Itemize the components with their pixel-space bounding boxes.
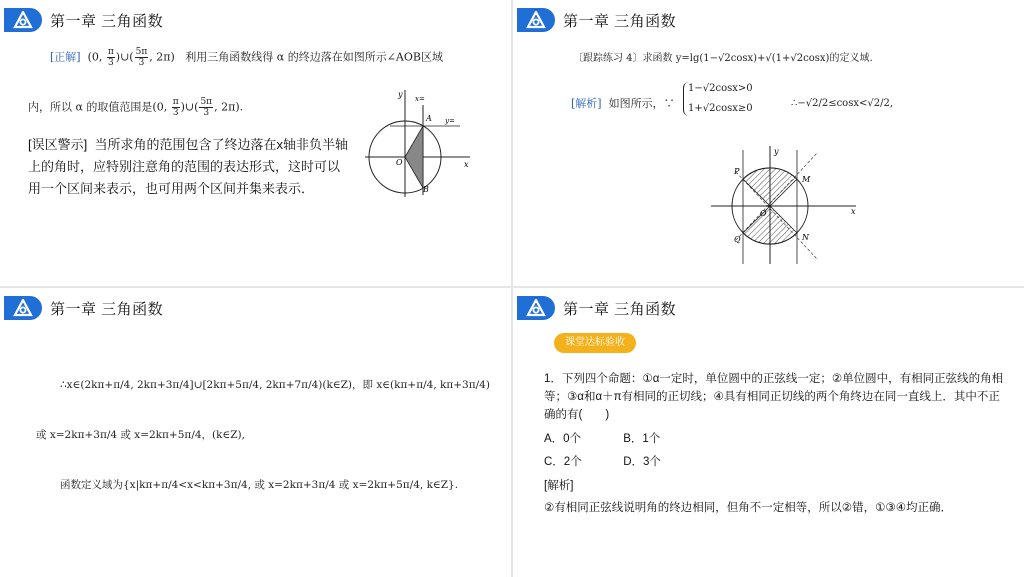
slide-3[interactable] bbox=[0, 288, 511, 577]
point-n-label: N bbox=[802, 233, 809, 242]
shaded-circle-figure bbox=[706, 142, 866, 267]
condition-result: ∴−√2/2≤cosx<√2/2, bbox=[791, 98, 894, 109]
point-p-label: P bbox=[734, 167, 740, 176]
solution-line-1: ∴x∈(2kπ+π/4, 2kπ+3π/4]∪[2kπ+5π/4, 2kπ+7π/4)(k∈Z)，即 x∈(kπ+π/4, kπ+3π/4) bbox=[60, 379, 490, 391]
slide-header bbox=[0, 8, 511, 32]
answer-label: [正解] bbox=[50, 50, 81, 64]
point-m-label: M bbox=[802, 175, 811, 184]
exercise-text: 〔跟踪练习 4〕求函数 y=lg(1−√2cosx)+√(1+√2cosx)的定义域. bbox=[573, 53, 873, 64]
compass-icon bbox=[13, 299, 33, 317]
compass-icon bbox=[526, 11, 546, 29]
compass-icon bbox=[13, 11, 33, 29]
point-b-label: B bbox=[423, 185, 429, 194]
analysis-label: [解析] bbox=[544, 480, 574, 492]
slide-2[interactable] bbox=[513, 0, 1024, 286]
option-c[interactable]: C．2个 bbox=[544, 456, 582, 468]
solution-line-3: 函数定义域为{x|kπ+π/4<x<kπ+3π/4, 或 x=2kπ+3π/4 或 x=2kπ+5π/4, k∈Z}. bbox=[60, 479, 459, 491]
analysis-text: ②有相同正弦线说明角的终边相同，但角不一定相等，所以②错，①③④均正确． bbox=[544, 502, 953, 514]
unit-circle-figure bbox=[360, 85, 475, 200]
axis-x-label: x bbox=[464, 160, 469, 169]
analysis-line bbox=[571, 97, 675, 111]
option-d[interactable]: D．3个 bbox=[623, 456, 661, 468]
condition-brace bbox=[683, 82, 753, 116]
point-a-label: A bbox=[426, 114, 432, 123]
chapter-title: 第一章 三角函数 bbox=[50, 301, 164, 318]
slide-1[interactable] bbox=[0, 0, 511, 286]
option-a[interactable]: A．0个 bbox=[544, 433, 582, 445]
warning-box bbox=[28, 134, 348, 200]
slide-header bbox=[513, 8, 1024, 32]
range-prefix: 内，所以 α 的取值范围是(0, bbox=[28, 100, 168, 114]
range-line: 内，所以 α 的取值范围是(0, $\frac{\pi}{3}$ )∪( $\frac{5\pi}{3}$ , 2π). bbox=[28, 97, 244, 118]
slide-4[interactable] bbox=[513, 288, 1024, 577]
answer-text: 利用三角函数线得 α 的终边落在如图所示∠AOB区域 bbox=[185, 50, 443, 64]
logo bbox=[517, 8, 555, 32]
compass-icon bbox=[526, 299, 546, 317]
chapter-title: 第一章 三角函数 bbox=[563, 301, 677, 318]
origin-label: O bbox=[396, 158, 403, 167]
logo bbox=[517, 296, 555, 320]
options-row-2 bbox=[544, 453, 744, 471]
answer-line: [正解] (0, $\frac{\pi}{3}$ )∪( $\frac{5\pi}{3}$ , 2π) 利用三角函数线得 α 的终边落在如图所示∠AOB区域 bbox=[50, 47, 443, 68]
slide-header bbox=[0, 296, 511, 320]
axis-y-label: y bbox=[774, 147, 779, 156]
origin-label: O bbox=[760, 209, 767, 218]
solution-line-2: 或 x=2kπ+3π/4 或 x=2kπ+5π/4，(k∈Z), bbox=[36, 429, 245, 441]
axis-x-label: x bbox=[851, 207, 856, 216]
slide-header bbox=[513, 296, 1024, 320]
chapter-title: 第一章 三角函数 bbox=[563, 13, 677, 30]
point-q-label: Q bbox=[734, 235, 741, 244]
line-y-eq-label: y= bbox=[445, 117, 455, 125]
warning-label: [误区警示] bbox=[28, 137, 88, 152]
options-row-1 bbox=[544, 430, 744, 448]
condition-2: 1+√2cosx≥0 bbox=[688, 103, 753, 114]
option-b[interactable]: B．1个 bbox=[623, 433, 661, 445]
analysis-label: [解析] bbox=[571, 97, 602, 110]
analysis-text: 如图所示，∵ bbox=[608, 97, 675, 110]
logo bbox=[4, 8, 42, 32]
question-text: 1．下列四个命题：①α一定时，单位圆中的正弦线一定；②单位圆中，有相同正弦线的角相等；③α和α＋π有相同的正切线；④具有相同正切线的两个角终边在同一直线上．其中不正确的有( ) bbox=[544, 373, 1004, 421]
section-badge: 课堂达标验收 bbox=[554, 333, 636, 353]
line-x-eq-label: x= bbox=[415, 95, 425, 103]
chapter-title: 第一章 三角函数 bbox=[50, 13, 164, 30]
axis-y-label: y bbox=[398, 90, 403, 99]
logo bbox=[4, 296, 42, 320]
condition-1: 1−√2cosx>0 bbox=[688, 83, 753, 94]
warning-text: 当所求角的范围包含了终边落在x轴非负半轴上的角时，应特别注意角的范围的表达形式，这时可以用一个区间来表示，也可用两个区间并集来表示． bbox=[28, 137, 348, 196]
